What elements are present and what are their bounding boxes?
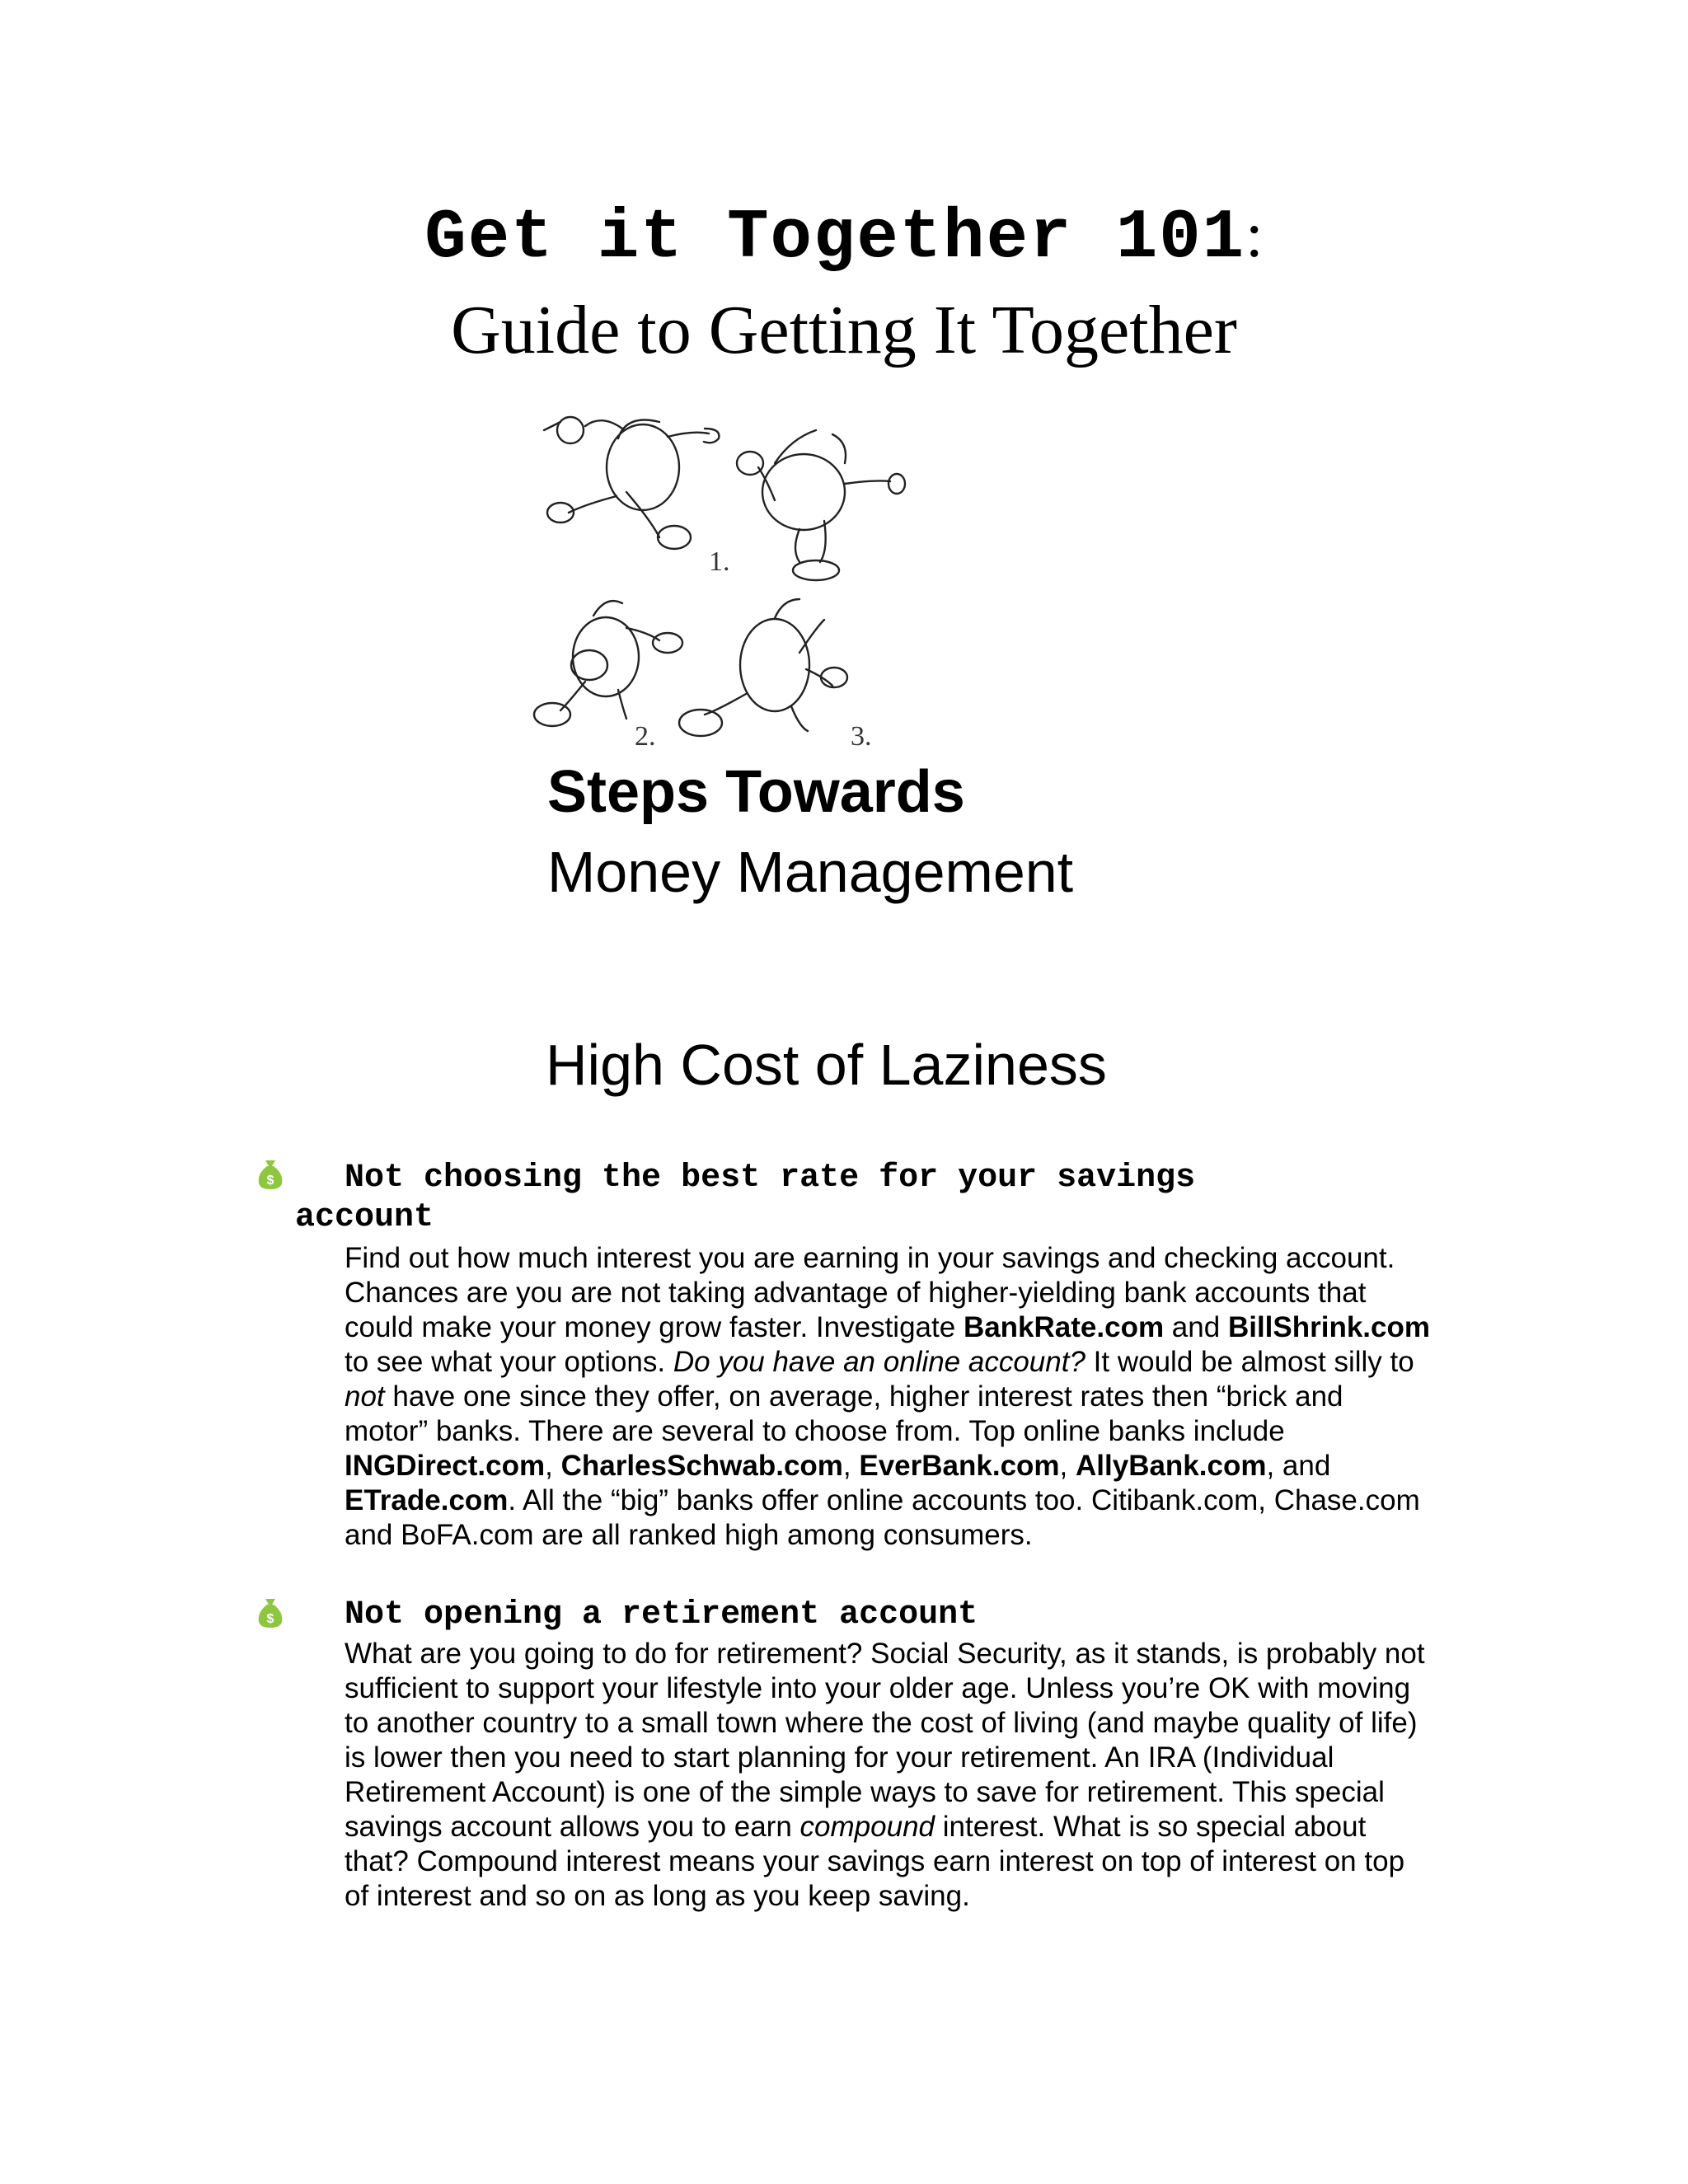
money-bag-icon bbox=[256, 1596, 285, 1629]
illustration-label-1: 1. bbox=[709, 546, 730, 577]
link-billshrink: BillShrink.com bbox=[1227, 1311, 1430, 1343]
figure-1-drawing bbox=[544, 417, 719, 549]
link-bankrate: BankRate.com bbox=[963, 1311, 1165, 1343]
title-main-text: Get it Together 101 bbox=[424, 199, 1246, 278]
svg-text:$: $ bbox=[266, 1174, 274, 1188]
link-allybank: AllyBank.com bbox=[1076, 1450, 1267, 1482]
walking-cartoon-steps-illustration bbox=[528, 405, 907, 752]
item-1-body: Find out how much interest you are earning in your savings and checking account. Chances are you are not taking advantage of higher-yielding bank accounts that could make your money grow faster. Investigate BankRate.com and BillShrink.com to see what your options. Do you have an online account? It would be almost silly to not have one since they offer, on average, higher interest rates then “brick and motor” banks. There are several to choose from. Top online banks include INGDirect.com, CharlesSchwab.com, EverBank.com, AllyBank.com, and ETrade.com. All the “big” banks offer online accounts too. Citibank.com, Chase.com and BoFA.com are all ranked high among consumers. bbox=[345, 1242, 1430, 1551]
section-title: High Cost of Laziness bbox=[546, 1033, 1107, 1097]
steps-title: Steps Towards bbox=[547, 759, 965, 825]
item-1-heading-line-1: Not choosing the best rate for your savings bbox=[345, 1160, 1196, 1197]
svg-text:$: $ bbox=[266, 1612, 274, 1626]
link-charlesschwab: CharlesSchwab.com bbox=[560, 1450, 843, 1482]
document-subtitle: Guide to Getting It Together bbox=[451, 292, 1237, 368]
link-everbank: EverBank.com bbox=[859, 1450, 1060, 1482]
figure-2-drawing bbox=[737, 430, 905, 580]
item-2-heading: Not opening a retirement account bbox=[345, 1596, 978, 1633]
link-etrade: ETrade.com bbox=[345, 1484, 509, 1516]
document-title bbox=[0, 198, 1688, 278]
figure-4-drawing bbox=[679, 599, 847, 736]
money-bag-icon bbox=[256, 1157, 285, 1190]
item-1-heading-line-2: account bbox=[295, 1199, 434, 1236]
illustration-label-3: 3. bbox=[851, 721, 872, 752]
illustration-label-2: 2. bbox=[635, 721, 656, 752]
link-ingdirect: INGDirect.com bbox=[345, 1450, 546, 1482]
title-colon: : bbox=[1245, 199, 1264, 270]
figure-3-drawing bbox=[534, 601, 682, 726]
steps-subtitle: Money Management bbox=[547, 840, 1074, 904]
item-2-body: What are you going to do for retirement? Social Security, as it stands, is probably not sufficient to support your lifestyle into your older age. Unless you’re OK with moving to another country to a small town where the cost of living (and maybe quality of life) is lower then you need to start planning for your retirement. An IRA (Individual Retirement Account) is one of the simple ways to save for retirement. This special savings account allows you to earn compound interest. What is so special about that? Compound interest means your savings earn interest on top of interest on top of interest and so on as long as you keep saving. bbox=[345, 1638, 1425, 1912]
